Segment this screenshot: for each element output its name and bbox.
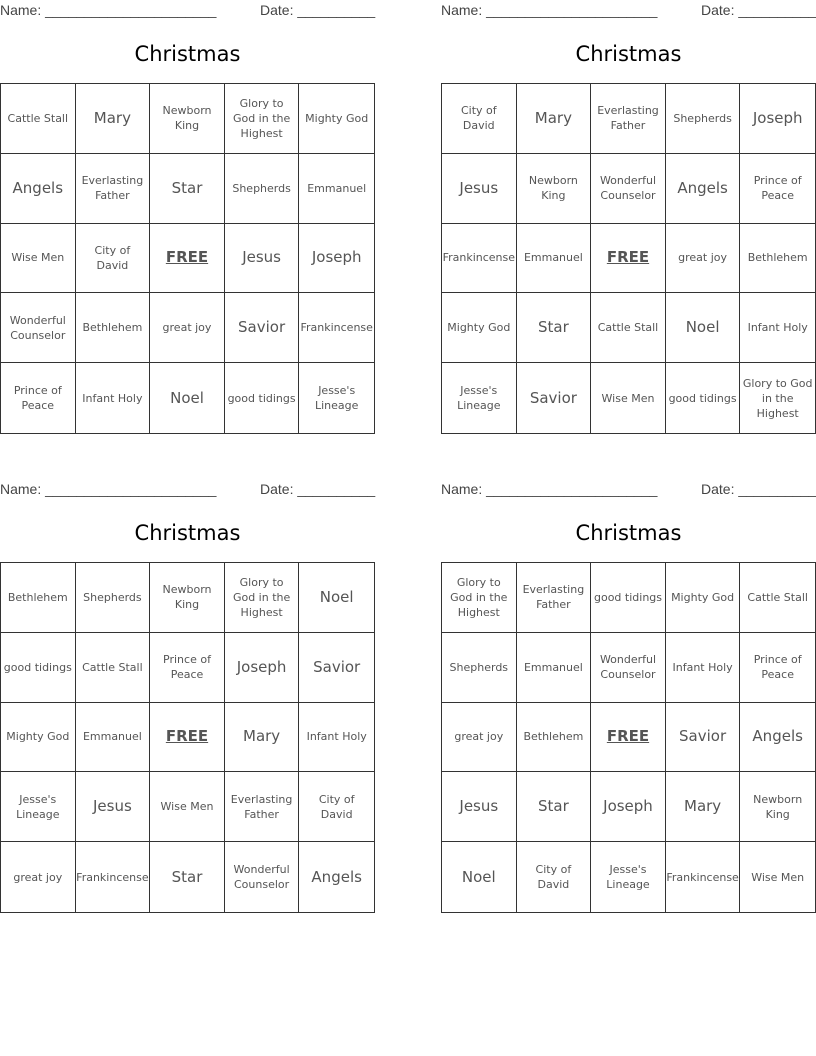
card-title: Christmas — [134, 521, 241, 545]
bingo-cell: great joy — [666, 224, 741, 294]
date-label: Date: __________ — [701, 481, 816, 497]
bingo-cell: Bethlehem — [517, 703, 592, 773]
bingo-cell: Emmanuel — [299, 154, 374, 224]
bingo-grid — [0, 562, 375, 913]
bingo-cell: Savior — [225, 293, 300, 363]
bingo-cell: Prince of Peace — [740, 633, 815, 703]
name-label: Name: ______________________ — [441, 2, 658, 18]
bingo-cell: good tidings — [591, 563, 666, 633]
card-title: Christmas — [575, 42, 682, 66]
name-date-row — [0, 0, 375, 22]
bingo-cell: Glory to God in the Highest — [442, 563, 517, 633]
bingo-cell: Glory to God in the Highest — [225, 563, 300, 633]
bingo-cell: Joseph — [225, 633, 300, 703]
bingo-cell: Wise Men — [150, 772, 225, 842]
bingo-cell: Angels — [1, 154, 76, 224]
bingo-cell: Cattle Stall — [76, 633, 151, 703]
bingo-cell: Glory to God in the Highest — [742, 376, 813, 420]
bingo-cell: Newborn King — [150, 84, 225, 154]
bingo-cell: City of David — [299, 772, 374, 842]
bingo-cell: Angels — [311, 867, 362, 886]
bingo-cell: Wonderful Counselor — [225, 842, 300, 912]
name-label: Name: ______________________ — [441, 481, 658, 497]
bingo-cell: Mary — [517, 84, 592, 154]
bingo-cell: Bethlehem — [740, 224, 815, 294]
bingo-cell: Emmanuel — [517, 224, 592, 294]
bingo-cell: Prince of Peace — [1, 363, 76, 433]
bingo-cell: Noel — [150, 363, 225, 433]
name-date-row — [441, 0, 816, 22]
bingo-cell: Angels — [740, 703, 815, 773]
bingo-cell: Emmanuel — [76, 703, 151, 773]
bingo-cell: Jesse's Lineage — [1, 772, 76, 842]
bingo-cell: Noel — [442, 842, 517, 912]
bingo-cell: City of David — [442, 84, 517, 154]
bingo-cell: Savior — [299, 633, 374, 703]
bingo-cell: Savior — [666, 703, 741, 773]
bingo-cell: Infant Holy — [76, 363, 151, 433]
date-label: Date: __________ — [701, 2, 816, 18]
bingo-cell: Jesse's Lineage — [442, 363, 517, 433]
bingo-cell: good tidings — [225, 363, 300, 433]
card-title: Christmas — [134, 42, 241, 66]
bingo-cell: Mighty God — [442, 293, 517, 363]
bingo-cell: Jesse's Lineage — [314, 384, 359, 413]
bingo-cell: Joseph — [740, 84, 815, 154]
bingo-grid — [441, 562, 816, 913]
bingo-cell: great joy — [442, 703, 517, 773]
bingo-cell: Emmanuel — [517, 633, 592, 703]
bingo-cell: Mary — [225, 703, 300, 773]
bingo-cell: Frankincense — [76, 842, 151, 912]
bingo-cell: Joseph — [591, 772, 666, 842]
bingo-cell: Newborn King — [150, 563, 225, 633]
bingo-cell: Mary — [666, 772, 741, 842]
bingo-cell: Star — [517, 293, 592, 363]
bingo-cell: Wonderful Counselor — [591, 154, 666, 224]
free-space-cell: FREE — [150, 224, 225, 294]
bingo-cell: Cattle Stall — [1, 84, 76, 154]
bingo-cell: Cattle Stall — [591, 293, 666, 363]
bingo-cell: Angels — [666, 154, 741, 224]
date-label: Date: __________ — [260, 2, 376, 18]
bingo-cell: Noel — [666, 293, 741, 363]
name-label: Name: ______________________ — [0, 481, 217, 497]
bingo-cell: Prince of Peace — [740, 154, 815, 224]
bingo-cell: Prince of Peace — [150, 633, 225, 703]
bingo-cell: Wise Men — [751, 870, 805, 884]
bingo-cell: great joy — [150, 293, 225, 363]
bingo-cell: Wise Men — [1, 224, 76, 294]
bingo-cell: Joseph — [299, 224, 374, 294]
bingo-grid — [0, 83, 375, 434]
bingo-cell: Noel — [299, 563, 374, 633]
bingo-cell: Shepherds — [442, 633, 517, 703]
free-space-cell: FREE — [591, 703, 666, 773]
bingo-cell: Newborn King — [517, 154, 592, 224]
bingo-cell: Everlasting Father — [225, 772, 300, 842]
free-space-cell: FREE — [591, 224, 666, 294]
bingo-cell: City of David — [517, 842, 592, 912]
bingo-cell: Newborn King — [740, 772, 815, 842]
bingo-cell: Everlasting Father — [76, 154, 151, 224]
bingo-cell: Jesus — [225, 224, 300, 294]
bingo-cell: Star — [517, 772, 592, 842]
bingo-cell: Shepherds — [76, 563, 151, 633]
bingo-grid — [441, 83, 816, 434]
bingo-cell: Wise Men — [591, 363, 666, 433]
date-label: Date: __________ — [260, 481, 376, 497]
bingo-cell: Shepherds — [666, 84, 741, 154]
bingo-cell: Frankincense — [442, 224, 517, 294]
bingo-cell: Star — [150, 842, 225, 912]
bingo-cell: Infant Holy — [666, 633, 741, 703]
bingo-cell: Bethlehem — [76, 293, 151, 363]
bingo-cell: Everlasting Father — [591, 84, 666, 154]
bingo-cell: Wonderful Counselor — [591, 633, 666, 703]
bingo-cell: great joy — [1, 842, 76, 912]
bingo-cell: Jesse's Lineage — [591, 842, 666, 912]
card-title: Christmas — [575, 521, 682, 545]
bingo-cell: Jesus — [442, 154, 517, 224]
bingo-cell: Star — [150, 154, 225, 224]
free-space-cell: FREE — [150, 703, 225, 773]
bingo-cell: Mighty God — [1, 703, 76, 773]
bingo-cell: Bethlehem — [1, 563, 76, 633]
bingo-cell: Mighty God — [666, 563, 741, 633]
name-label: Name: ______________________ — [0, 2, 217, 18]
bingo-cell: Frankincense — [299, 293, 374, 363]
bingo-cell: Cattle Stall — [740, 563, 815, 633]
bingo-cell: City of David — [76, 224, 151, 294]
bingo-cell: Jesus — [442, 772, 517, 842]
name-date-row — [0, 479, 375, 501]
bingo-cell: good tidings — [1, 633, 76, 703]
bingo-cell: Infant Holy — [740, 293, 815, 363]
bingo-cell: Everlasting Father — [517, 563, 592, 633]
bingo-cell: Glory to God in the Highest — [225, 84, 300, 154]
bingo-cell: Jesus — [76, 772, 151, 842]
bingo-cell: Savior — [517, 363, 592, 433]
name-date-row — [441, 479, 816, 501]
bingo-cell: Frankincense — [666, 842, 741, 912]
bingo-cell: Shepherds — [225, 154, 300, 224]
bingo-cell: Mighty God — [299, 84, 374, 154]
bingo-cell: good tidings — [666, 363, 741, 433]
bingo-cell: Infant Holy — [299, 703, 374, 773]
bingo-cell: Mary — [76, 84, 151, 154]
bingo-cell: Wonderful Counselor — [1, 293, 76, 363]
